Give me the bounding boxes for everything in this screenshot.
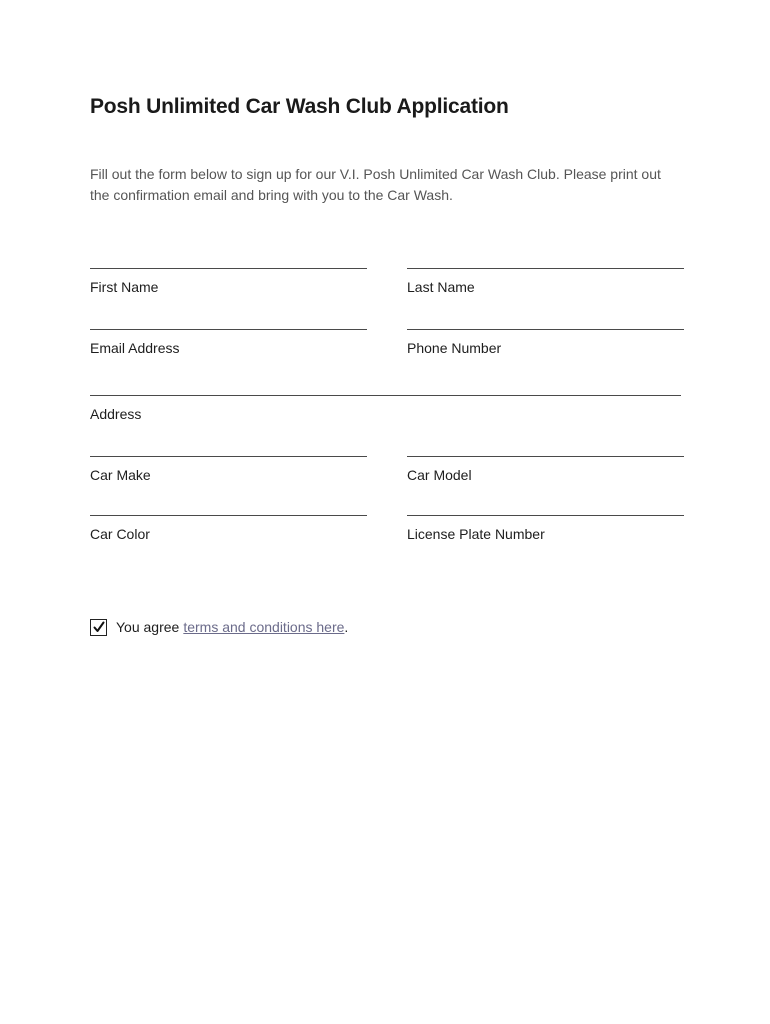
car-model-label: Car Model <box>407 467 472 483</box>
terms-checkbox[interactable] <box>90 619 107 636</box>
car-model-underline <box>407 456 684 457</box>
email-label: Email Address <box>90 340 180 356</box>
car-make-label: Car Make <box>90 467 151 483</box>
address-label: Address <box>90 406 142 422</box>
form-title: Posh Unlimited Car Wash Club Application <box>90 95 509 118</box>
car-color-label: Car Color <box>90 526 150 542</box>
last-name-input[interactable] <box>407 242 684 266</box>
license-plate-label: License Plate Number <box>407 526 545 542</box>
phone-input[interactable] <box>407 303 684 327</box>
car-color-underline <box>90 515 367 516</box>
address-input[interactable] <box>90 369 681 393</box>
license-plate-field <box>407 515 684 575</box>
check-icon <box>93 621 105 633</box>
license-plate-input[interactable] <box>407 489 684 513</box>
terms-link[interactable]: terms and conditions here <box>183 619 345 635</box>
car-color-field <box>90 515 367 575</box>
car-make-underline <box>90 456 367 457</box>
last-name-underline <box>407 268 684 269</box>
terms-suffix-text: . <box>344 619 349 635</box>
first-name-input[interactable] <box>90 242 367 266</box>
terms-agreement <box>90 616 348 638</box>
phone-label: Phone Number <box>407 340 502 356</box>
car-make-input[interactable] <box>90 430 367 454</box>
form-intro-text: Fill out the form below to sign up for our V.I. Posh Unlimited Car Wash Club. Please print out the confirmation email and bring with you to the Car Wash. <box>90 166 661 203</box>
car-model-input[interactable] <box>407 430 684 454</box>
first-name-underline <box>90 268 367 269</box>
license-plate-underline <box>407 515 684 516</box>
phone-underline <box>407 329 684 330</box>
terms-prefix-text: You agree <box>116 619 180 635</box>
email-input[interactable] <box>90 303 367 327</box>
last-name-label: Last Name <box>407 279 475 295</box>
first-name-label: First Name <box>90 279 159 295</box>
address-underline <box>90 395 681 396</box>
car-color-input[interactable] <box>90 489 367 513</box>
email-underline <box>90 329 367 330</box>
